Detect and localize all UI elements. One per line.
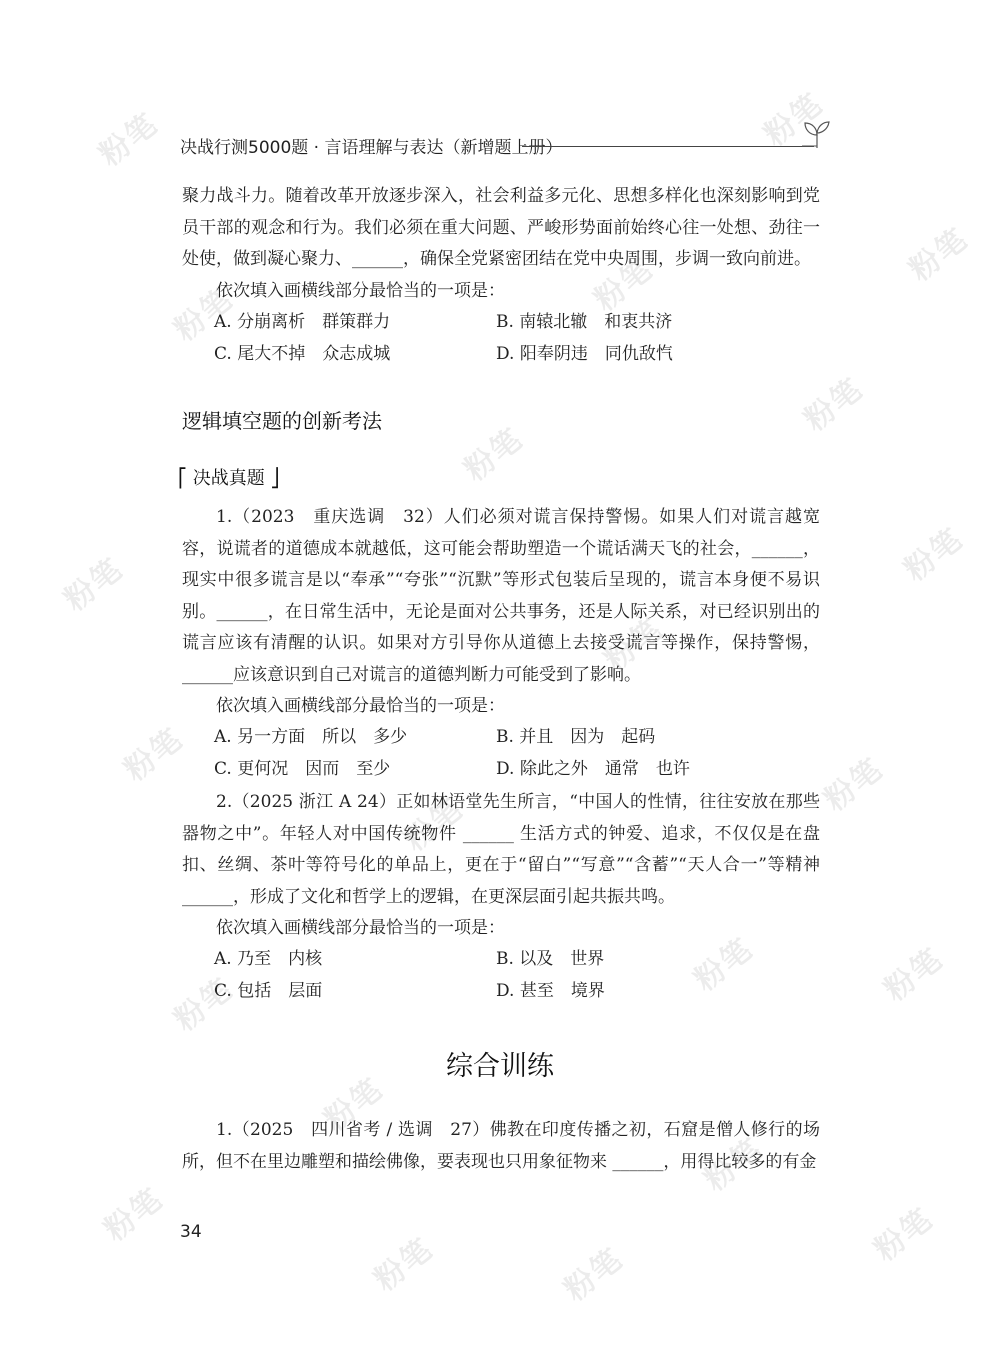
header-rule	[522, 146, 814, 147]
option-a: A. 乃至 内核	[214, 949, 323, 969]
question-1-block	[182, 502, 820, 723]
intro-paragraph: 聚力战斗力。随着改革开放逐步深入，社会利益多元化、思想多样化也深刻影响到党员干部的观念和行为。我们必须在重大问题、严峻形势面前始终心往一处想、劲往一处使，做到凝心聚力、______，确保全党紧密团结在党中央周围，步调一致向前进。	[182, 186, 820, 269]
question-2-options	[214, 944, 814, 1007]
option-b: B. 南辕北辙 和衷共济	[496, 312, 673, 332]
option-d: D. 除此之外 通常 也许	[496, 758, 690, 779]
option-c: C. 更何况 因而 至少	[214, 758, 391, 779]
question-1-options	[214, 722, 814, 785]
watermark: 粉笔	[168, 281, 241, 349]
question-2-paragraph: 2.（2025 浙江 A 24）正如林语堂先生所言，“中国人的性情，往往安放在那些器物之中”。年轻人对中国传统物件 ______ 生活方式的钟爱、追求，不仅仅是在盘扣、丝绸、茶叶等符号化的单品上，更在于“留白”“写意”“含蓄”“天人合一”等精神______，形成了文化和哲学上的逻辑，在更深层面引起共振共鸣。	[182, 792, 820, 907]
watermark: 粉笔	[698, 1131, 771, 1199]
option-b: B. 并且 因为 起码	[496, 727, 656, 747]
section-title: 逻辑填空题的创新考法	[182, 409, 382, 433]
question-2-block	[182, 787, 820, 945]
watermark: 粉笔	[558, 1241, 631, 1309]
sprout-icon	[800, 118, 834, 150]
watermark: 粉笔	[98, 1181, 171, 1249]
question-1-prompt: 依次填入画横线部分最恰当的一项是：	[216, 696, 505, 716]
watermark: 粉笔	[898, 521, 971, 589]
question-3-paragraph: 1.（2025 四川省考 / 选调 27）佛教在印度传播之初，石窟是僧人修行的场所，但不在里边雕塑和描绘佛像，要表现也只用象征物来 ______，用得比较多的有金	[182, 1120, 820, 1172]
watermark: 粉笔	[878, 941, 951, 1009]
question-1-paragraph: 1.（2023 重庆选调 32）人们必须对谎言保持警惕。如果人们对谎言越宽容，说谎者的道德成本就越低，这可能会帮助塑造一个谎话满天飞的社会，______，现实中很多谎言是以“奉承”“夸张”“沉默”等形式包装后呈现的，谎言本身便不易识别。______，在日常生活中，无论是面对公共事务，还是人际关系，对已经识别出的谎言应该有清醒的认识。如果对方引导你从道德上去接受谎言等操作，保持警惕，______应该意识到自己对谎言的道德判断力可能受到了影响。	[182, 507, 820, 685]
option-a: A. 分崩离析 群策群力	[214, 312, 391, 332]
watermark: 粉笔	[168, 971, 241, 1039]
question-3-block	[182, 1115, 820, 1178]
main-title: 综合训练	[446, 1051, 554, 1082]
subsection-title: ⎡ 决战真题 ⎦	[178, 468, 280, 489]
page-number: 34	[180, 1222, 202, 1242]
watermark: 粉笔	[318, 1071, 391, 1139]
watermark: 粉笔	[368, 1231, 441, 1299]
watermark: 粉笔	[458, 421, 531, 489]
watermark: 粉笔	[118, 721, 191, 789]
intro-prompt: 依次填入画横线部分最恰当的一项是：	[216, 280, 505, 301]
watermark: 粉笔	[818, 751, 891, 819]
watermark: 粉笔	[903, 221, 976, 289]
question-2-prompt: 依次填入画横线部分最恰当的一项是：	[216, 918, 505, 938]
watermark: 粉笔	[598, 611, 671, 679]
watermark: 粉笔	[758, 86, 831, 154]
intro-options	[214, 307, 814, 370]
watermark: 粉笔	[398, 791, 471, 859]
option-b: B. 以及 世界	[496, 949, 605, 969]
option-c: C. 尾大不掉 众志成城	[214, 343, 391, 364]
option-d: D. 甚至 境界	[496, 980, 605, 1001]
option-a: A. 另一方面 所以 多少	[214, 727, 408, 747]
watermark: 粉笔	[868, 1201, 941, 1269]
watermark: 粉笔	[93, 106, 166, 174]
intro-paragraph-block	[182, 181, 820, 307]
watermark: 粉笔	[58, 551, 131, 619]
watermark: 粉笔	[688, 931, 761, 999]
option-d: D. 阳奉阴违 同仇敌忾	[496, 343, 673, 364]
watermark: 粉笔	[588, 251, 661, 319]
watermark: 粉笔	[798, 371, 871, 439]
running-header: 决战行测5000题 · 言语理解与表达（新增题上册）	[180, 138, 563, 158]
option-c: C. 包括 层面	[214, 980, 323, 1001]
